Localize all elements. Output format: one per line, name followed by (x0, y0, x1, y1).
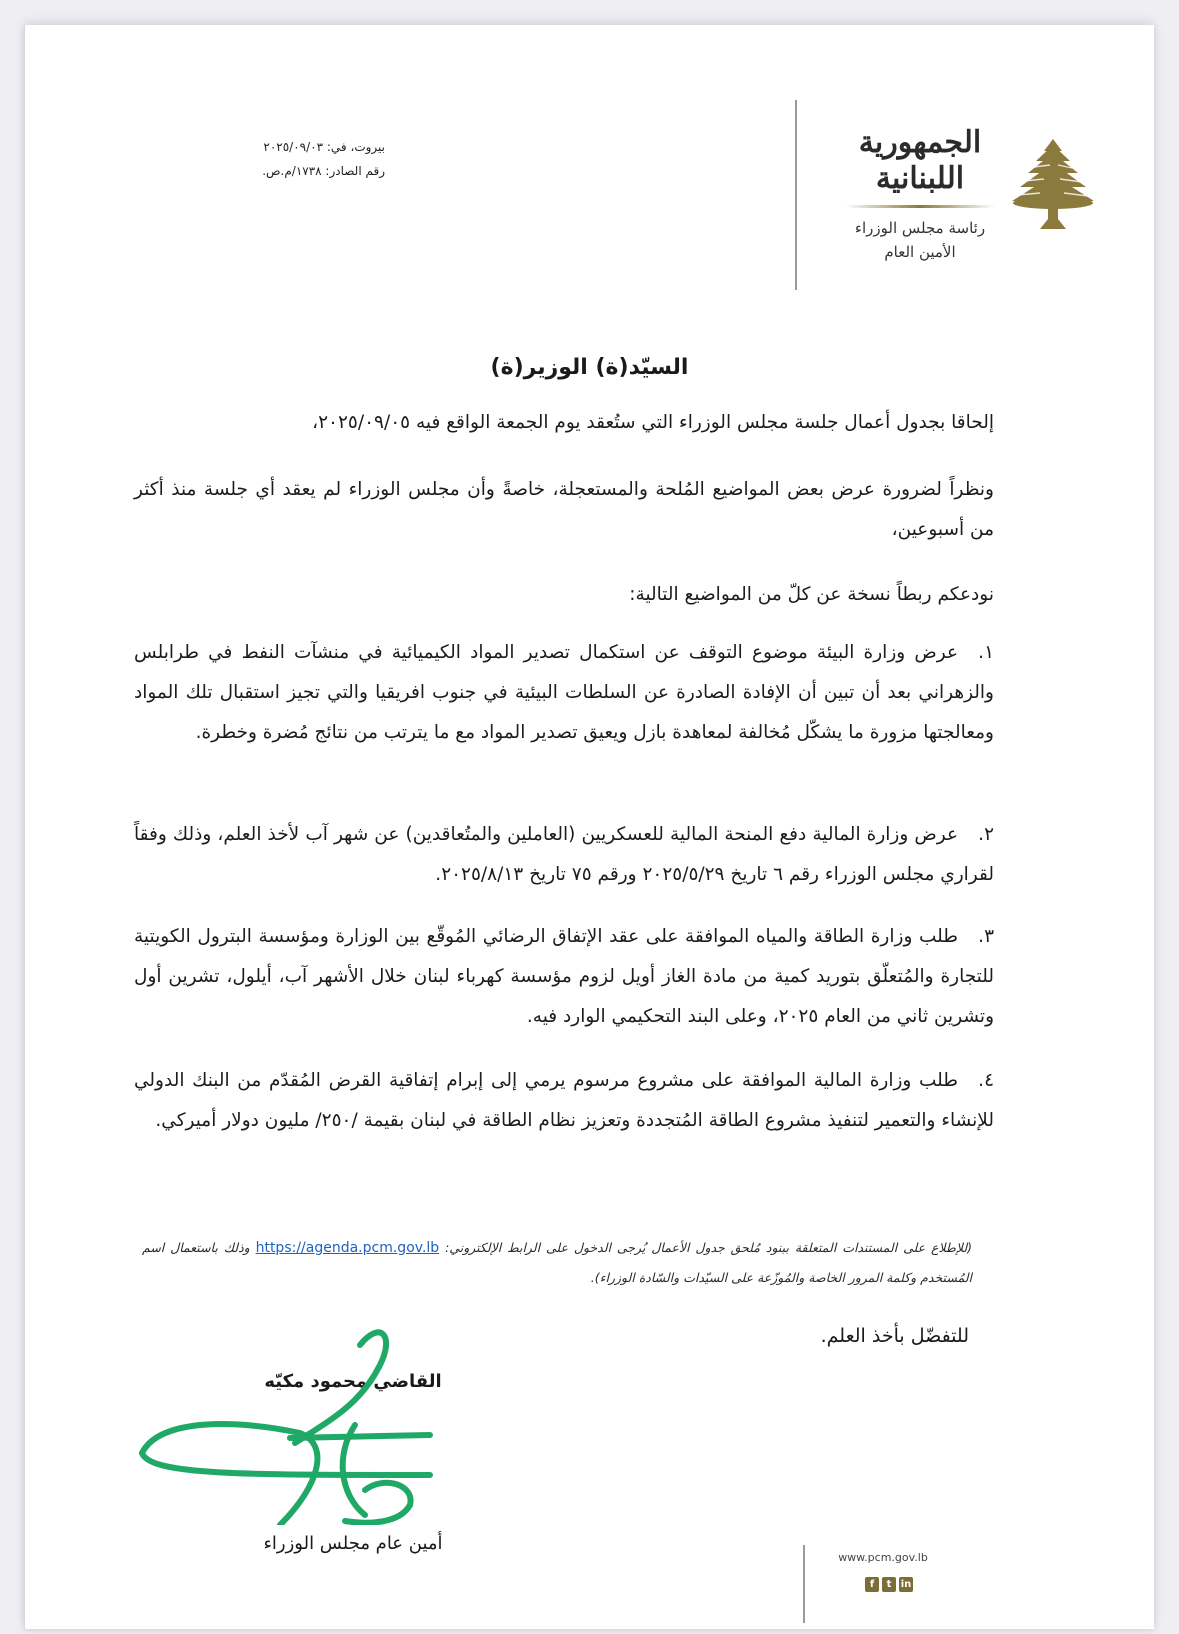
letterhead-rule (845, 205, 995, 208)
handwritten-signature (130, 1325, 480, 1525)
agenda-item (134, 815, 994, 895)
letter-meta (185, 135, 385, 183)
republic-line-2: اللبنانية (875, 161, 965, 196)
enclosure-paragraph: نودعكم ربطاً نسخة عن كلّ من المواضيع التالية: (629, 584, 994, 605)
signatory-title: أمين عام مجلس الوزراء (263, 1533, 443, 1554)
closing-line: للتفضّل بأخذ العلم. (820, 1325, 969, 1347)
agenda-link[interactable]: https://agenda.pcm.gov.lb (255, 1240, 440, 1256)
item-text: عرض وزارة المالية دفع المنحة المالية للعسكريين (العاملين والمتُعاقدين) عن شهر آب لأخذ العلم، وذلك وفقاً لقراري مجلس الوزراء رقم ٦ تاريخ ٢٠٢٥/٥/٢٩ ورقم ٧٥ تاريخ ٢٠٢٥/٨/١٣. (134, 824, 994, 885)
letter-page (24, 25, 1154, 1629)
agenda-item (134, 1061, 994, 1141)
office-name: رئاسة مجلس الوزراء (854, 219, 986, 237)
item-number: ٣. (978, 926, 994, 947)
linkedin-icon[interactable]: in (900, 1579, 912, 1590)
intro-paragraph: إلحاقا بجدول أعمال جلسة مجلس الوزراء التي ستُعقد يوم الجمعة الواقع فيه ٢٠٢٥/٠٩/٠٥، (312, 412, 994, 433)
social-links (865, 1577, 913, 1592)
item-text: طلب وزارة الطاقة والمياه الموافقة على عقد الإتفاق الرضائي المُوقّع بين الوزارة ومؤسسة البترول الكويتية للتجارة والمُتعلّق بتوريد كمية من مادة الغاز أويل لزوم مؤسسة كهرباء لبنان خلال الأشهر آب، أيلول، تشرين أول وتشرين ثاني من العام ٢٠٢٥، وعلى البند التحكيمي الوارد فيه. (134, 926, 994, 1027)
facebook-icon[interactable]: f (865, 1577, 879, 1592)
footnote-text-after: وذلك باستعمال اسم المُستخدم وكلمة المرور الخاصة والمُوزّعة على السيّدات والسّادة الوزراء). (142, 1240, 972, 1285)
department-name: الأمين العام (884, 243, 956, 261)
agenda-item (134, 633, 994, 753)
place-date: بيروت، في: ٢٠٢٥/٠٩/٠٣ (263, 140, 385, 154)
footer-divider (803, 1545, 805, 1623)
twitter-icon[interactable]: t (882, 1577, 896, 1592)
item-number: ١. (978, 642, 994, 663)
item-number: ٤. (978, 1070, 994, 1091)
item-text: طلب وزارة المالية الموافقة على مشروع مرسوم يرمي إلى إبرام إتفاقية القرض المُقدّم من البنك الدولي للإنشاء والتعمير لتنفيذ مشروع الطاقة المُتجددة وتعزيز نظام الطاقة في لبنان بقيمة /٢٥٠/ مليون دولار أميركي. (134, 1070, 994, 1131)
footnote-text-before: (للإطلاع على المستندات المتعلقة ببنود مُلحق جدول الأعمال يُرجى الدخول على الرابط الإلكتروني: (439, 1240, 973, 1255)
salutation: السيّد(ة) الوزير(ة) (490, 355, 689, 380)
item-number: ٢. (978, 824, 994, 845)
agenda-item (134, 917, 994, 1037)
context-paragraph: ونظراً لضرورة عرض بعض المواضيع المُلحة والمستعجلة، خاصةً وأن مجلس الوزراء لم يعقد أي جلسة منذ أكثر من أسبوعين، (134, 479, 994, 540)
footnote (142, 1233, 972, 1293)
reference-number: رقم الصادر: ١٧٣٨/م.ص. (262, 164, 385, 178)
item-text: عرض وزارة البيئة موضوع التوقف عن استكمال تصدير المواد الكيميائية في منشآت النفط في طرابلس والزهراني بعد أن تبين أن الإفادة الصادرة عن السلطات البيئية في جنوب افريقيا والتي تجيز استقبال تلك المواد ومعالجتها مزورة ما يشكّل مُخالفة لمعاهدة بازل ويعيق تصدير المواد مع ما يترتب من نتائج مُضرة وخطرة. (134, 642, 994, 743)
signatory-name: القاضي محمود مكيّه (264, 1371, 442, 1392)
header-divider (795, 100, 797, 290)
letterhead (835, 125, 1005, 264)
website-url[interactable]: www.pcm.gov.lb (838, 1551, 928, 1564)
cedar-tree-icon (1010, 137, 1096, 233)
republic-line-1: الجمهورية (858, 125, 982, 160)
